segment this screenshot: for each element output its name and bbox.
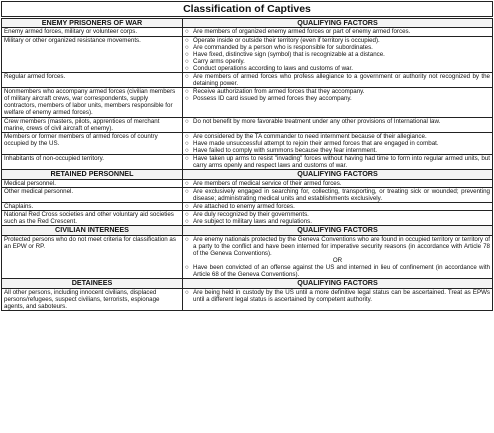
factor-item (185, 58, 490, 65)
section-header-row (2, 170, 493, 179)
table-row (2, 210, 493, 225)
factor-text: Conduct operations according to laws and customs of war. (193, 64, 353, 72)
captive-category: Chaplains. (2, 202, 183, 210)
circle-bullet-icon: ○ (185, 50, 189, 58)
factor-item (185, 65, 490, 72)
factor-text: Carry arms openly. (193, 57, 245, 65)
section-title: CIVILIAN INTERNEES (2, 226, 183, 235)
table-row (2, 88, 493, 117)
document-title: Classification of Captives (1, 1, 493, 17)
factor-text: Have taken up arms to resist "invading" forces without having had time to form into regular armed units, but carry arms openly and respect laws and customs of war. (193, 155, 490, 170)
table-row (2, 179, 493, 187)
factor-item (185, 140, 490, 147)
qualifying-factors-cell (183, 179, 493, 187)
captive-category: National Red Cross societies and other voluntary aid societies such as the Red Crescent. (2, 210, 183, 225)
table-row (2, 187, 493, 202)
captive-category: Military or other organized resistance movements. (2, 36, 183, 72)
captive-category: Regular armed forces. (2, 72, 183, 87)
qualifying-factors-cell (183, 72, 493, 87)
circle-bullet-icon: ○ (185, 210, 189, 218)
qualifying-factors-cell (183, 28, 493, 36)
table-row (2, 72, 493, 87)
factor-text: Are members of medical service of their armed forces. (193, 179, 342, 187)
qualifying-factors-cell (183, 235, 493, 279)
or-separator: OR (332, 256, 343, 264)
factor-text: Have fixed, distinctive sign (symbol) that is recognizable at a distance. (193, 50, 385, 58)
circle-bullet-icon: ○ (185, 117, 189, 125)
circle-bullet-icon: ○ (185, 36, 189, 44)
factor-item (185, 51, 490, 58)
factor-item (185, 147, 490, 154)
section-title: RETAINED PERSONNEL (2, 170, 183, 179)
section-header-row (2, 19, 493, 28)
qualifying-factors-cell (183, 210, 493, 225)
captive-category: All other persons, including innocent civilians, displaced persons/refugees, suspect civilians, terrorists, espionage agents, and saboteurs. (2, 288, 183, 310)
factor-item (185, 37, 490, 44)
captive-classification-table (1, 18, 493, 311)
factor-item (185, 188, 490, 202)
factor-text: Are subject to military laws and regulations. (193, 218, 312, 226)
circle-bullet-icon: ○ (185, 218, 189, 226)
table-row (2, 155, 493, 170)
factor-item (185, 44, 490, 51)
circle-bullet-icon: ○ (185, 28, 189, 36)
qualifying-factors-cell (183, 155, 493, 170)
circle-bullet-icon: ○ (185, 88, 189, 96)
captive-category: Inhabitants of non-occupied territory. (2, 155, 183, 170)
factor-text: Are attached to enemy armed forces. (193, 202, 295, 210)
factor-item (185, 180, 490, 187)
factor-text: Have made unsuccessful attempt to rejoin their armed forces that are engaged in combat. (193, 139, 439, 147)
factor-text: Have failed to comply with summons because they fear internment. (193, 146, 377, 154)
factor-item (185, 203, 490, 210)
circle-bullet-icon: ○ (185, 187, 189, 195)
qualifying-factors-cell (183, 132, 493, 154)
factor-text: Do not benefit by more favorable treatment under any other provisions of International law. (193, 117, 441, 125)
factor-item (185, 118, 490, 125)
qualifying-factors-cell (183, 36, 493, 72)
circle-bullet-icon: ○ (185, 235, 189, 243)
factor-text: Possess ID card issued by armed forces they accompany. (193, 95, 352, 103)
factor-item (185, 95, 490, 102)
qualifying-factors-cell (183, 117, 493, 132)
table-row (2, 202, 493, 210)
captive-category: Crew members (masters, pilots, apprentices of merchant marine, crews of civil aircraft of enemy). (2, 117, 183, 132)
factor-item (185, 236, 490, 257)
circle-bullet-icon: ○ (185, 155, 189, 162)
factor-item (185, 264, 490, 278)
factor-text: Are considered by the TA commander to need internment because of their allegiance. (193, 132, 427, 140)
circle-bullet-icon: ○ (185, 72, 189, 80)
section-header-row (2, 279, 493, 288)
factor-text: Receive authorization from armed forces that they accompany. (193, 88, 365, 96)
factor-item (185, 155, 490, 169)
qualifying-factors-cell (183, 88, 493, 117)
qualifying-factors-header: QUALIFYING FACTORS (183, 170, 493, 179)
circle-bullet-icon: ○ (185, 179, 189, 187)
document-page (1, 0, 493, 311)
circle-bullet-icon: ○ (185, 146, 189, 154)
circle-bullet-icon: ○ (185, 263, 189, 271)
circle-bullet-icon: ○ (185, 57, 189, 65)
captive-category: Protected persons who do not meet criteria for classification as an EPW or RP. (2, 235, 183, 279)
factor-item (185, 211, 490, 218)
section-header-row (2, 226, 493, 235)
circle-bullet-icon: ○ (185, 139, 189, 147)
qualifying-factors-cell (183, 187, 493, 202)
circle-bullet-icon: ○ (185, 95, 189, 103)
factor-text: Are duly recognized by their governments. (193, 210, 309, 218)
factor-text: Are commanded by a person who is responsible for subordinates. (193, 43, 373, 51)
factor-text: Are being held in custody by the US until a more definitive legal status can be ascertained. Treat as EPWs until a different legal status is ascertained by competent authority. (193, 288, 490, 303)
qualifying-factors-cell (183, 288, 493, 310)
table-row (2, 36, 493, 72)
table-row (2, 235, 493, 279)
factor-text: Are enemy nationals protected by the Geneva Conventions who are found in occupied territory or territory of a party to the conflict and have been interned for imperative security reasons (in accordance with Article 78 of the Geneva Conventions). (193, 235, 490, 257)
captive-category: Other medical personnel. (2, 187, 183, 202)
factor-item (185, 218, 490, 225)
qualifying-factors-header: QUALIFYING FACTORS (183, 279, 493, 288)
circle-bullet-icon: ○ (185, 64, 189, 72)
circle-bullet-icon: ○ (185, 43, 189, 51)
factor-text: Are members of organized enemy armed forces or part of enemy armed forces. (193, 28, 411, 36)
table-row (2, 132, 493, 154)
section-title: DETAINEES (2, 279, 183, 288)
captive-category: Medical personnel. (2, 179, 183, 187)
circle-bullet-icon: ○ (185, 132, 189, 140)
circle-bullet-icon: ○ (185, 202, 189, 210)
factor-item (185, 289, 490, 303)
captive-category: Enemy armed forces, military or volunteer corps. (2, 28, 183, 36)
factor-item (185, 88, 490, 95)
table-row (2, 288, 493, 310)
factor-text: Have been convicted of an offense against the US and interned in lieu of confinement (in accordance with Article 68 of the Geneva Conventions). (193, 263, 490, 279)
factor-item (185, 73, 490, 87)
factor-text: Are members of armed forces who profess allegiance to a government or authority not recognized by the detaining power. (193, 72, 490, 88)
table-body (2, 19, 493, 311)
table-row (2, 28, 493, 36)
factor-item (185, 28, 490, 35)
section-title: ENEMY PRISONERS OF WAR (2, 19, 183, 28)
circle-bullet-icon: ○ (185, 288, 189, 296)
factor-text: Operate inside or outside their territory (even if territory is occupied). (193, 36, 380, 44)
qualifying-factors-header: QUALIFYING FACTORS (183, 19, 493, 28)
qualifying-factors-header: QUALIFYING FACTORS (183, 226, 493, 235)
qualifying-factors-cell (183, 202, 493, 210)
factor-item (185, 133, 490, 140)
captive-category: Nonmembers who accompany armed forces (civilian members of military aircraft crews, war correspondents, supply contractors, members of labor units, members responsible for welfare of enemy armed forces). (2, 88, 183, 117)
factor-text: Are exclusively engaged in searching for, collecting, transporting, or treating sick or wounded; preventing disease; administrating medical units and establishments exclusively. (193, 187, 490, 202)
table-row (2, 117, 493, 132)
captive-category: Members or former members of armed forces of country occupied by the US. (2, 132, 183, 154)
